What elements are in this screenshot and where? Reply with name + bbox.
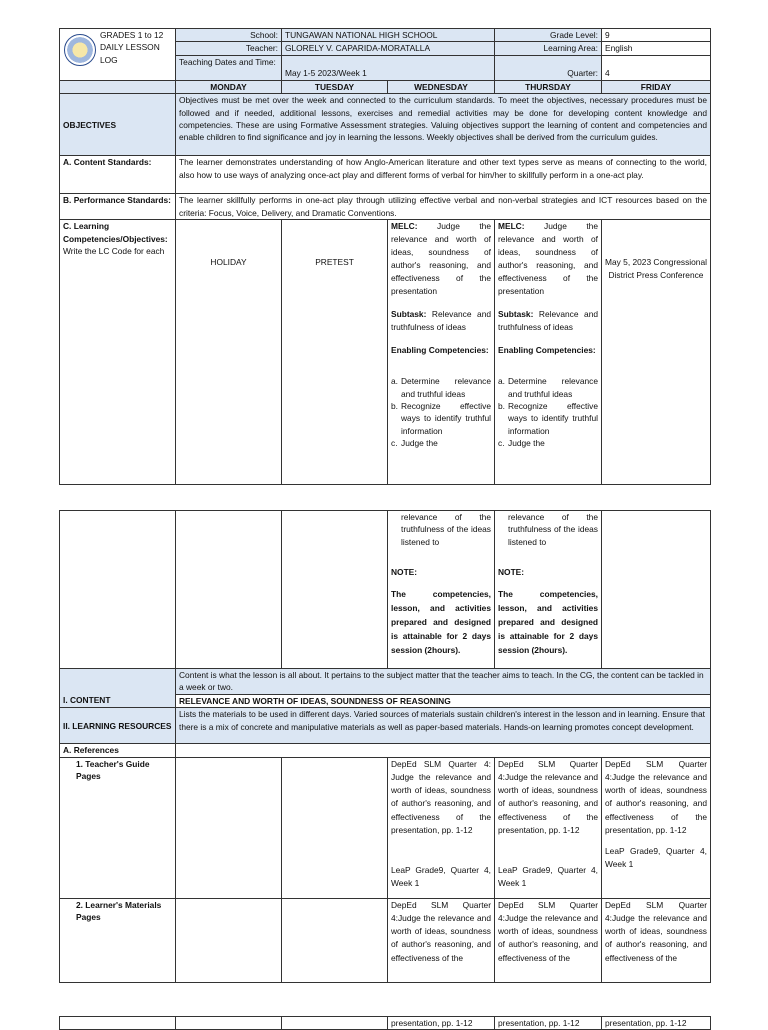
enabling-label: Enabling Competencies:	[498, 345, 596, 356]
quarter-value: 4	[602, 55, 711, 80]
competencies-note: Write the LC Code for each	[63, 246, 165, 257]
page-2	[59, 510, 710, 983]
enabling-item-c: c. Judge the	[391, 438, 438, 449]
enabling-item-a: a. Determine relevance and truthful ideas	[498, 376, 598, 399]
resources-text: Lists the materials to be used in different days. Varied sources of materials sustain children's interest in the lesson and in learning. Ensure that there is a mix of concrete and manipulative materials as well as paper-based materials. Hands-on learning promotes concept development.	[176, 708, 711, 744]
lm-friday-cont: presentation, pp. 1-12	[602, 1017, 711, 1030]
leap-friday: LeaP Grade9, Quarter 4, Week 1	[605, 846, 707, 870]
page-1	[59, 28, 710, 485]
day-blank	[60, 80, 176, 93]
references-label: A. References	[60, 744, 176, 757]
dll-title-cell	[60, 29, 176, 81]
enabling-label: Enabling Competencies:	[391, 345, 489, 356]
day-tuesday: TUESDAY	[282, 80, 388, 93]
school-value: TUNGAWAN NATIONAL HIGH SCHOOL	[282, 29, 495, 42]
enabling-item-c-cont: relevance of the truthfulness of the ideas listened to	[508, 512, 598, 547]
enabling-item-c-cont: relevance of the truthfulness of the ideas listened to	[401, 512, 491, 547]
day-monday: MONDAY	[176, 80, 282, 93]
tuesday-pretest: PRETEST	[282, 220, 388, 485]
note-label: NOTE:	[498, 567, 525, 578]
page-3	[59, 1016, 710, 1030]
quarter-label: Quarter:	[495, 55, 602, 80]
teacher-value: GLORELY V. CAPARIDA-MORATALLA	[282, 42, 495, 55]
lm-wednesday-cont: presentation, pp. 1-12	[388, 1017, 495, 1030]
wednesday-continued	[388, 511, 495, 669]
enabling-item-a: a. Determine relevance and truthful ideas	[391, 376, 491, 399]
lm-thursday: DepEd SLM Quarter 4:Judge the relevance and worth of ideas, soundness of author's reasoning, and effectiveness of the	[495, 898, 602, 982]
dll-continued-table	[59, 1016, 711, 1030]
grade-label: Grade Level:	[495, 29, 602, 42]
dll-title-line-2: DAILY LESSON	[100, 42, 160, 53]
dates-value: May 1-5 2023/Week 1	[282, 55, 495, 80]
performance-standards-label: B. Performance Standards:	[60, 194, 176, 220]
area-label: Learning Area:	[495, 42, 602, 55]
subtask-label: Subtask:	[391, 309, 427, 320]
monday-holiday: HOLIDAY	[176, 220, 282, 485]
teacher-label: Teacher:	[176, 42, 282, 55]
leap-wednesday: LeaP Grade9, Quarter 4, Week 1	[391, 865, 491, 889]
melc-text: Judge the relevance and worth of ideas, soundness of author's reasoning, and effectiveness of the presentation	[391, 221, 491, 297]
performance-standards-text: The learner skillfully performs in one-act play through utilizing effective verbal and non-verbal strategies and ICT resources based on the criteria: Focus, Voice, Delivery, and Dramatic Conventions.	[176, 194, 711, 220]
lm-thursday-cont: presentation, pp. 1-12	[495, 1017, 602, 1030]
subtask-block	[391, 308, 491, 334]
dll-header-table	[59, 28, 711, 485]
dll-body-table	[59, 510, 711, 983]
melc-block	[391, 220, 491, 298]
deped-seal-logo	[64, 34, 96, 66]
resources-label: II. LEARNING RESOURCES	[60, 708, 176, 744]
enabling-item-b: b. Recognize effective ways to identify truthful information	[498, 401, 598, 436]
dll-title-line-1: GRADES 1 to 12	[100, 30, 164, 40]
learners-materials-label: 2. Learner's Materials Pages	[60, 898, 176, 982]
melc-block	[498, 220, 598, 298]
teachers-guide-label: 1. Teacher's Guide Pages	[60, 757, 176, 898]
tg-friday: DepEd SLM Quarter 4:Judge the relevance and worth of ideas, soundness of author's reasoning, and effectiveness of the presentation, pp. 1-12 LeaP Grade9, Quarter 4, Week 1	[602, 757, 711, 898]
note-text: The competencies, lesson, and activities prepared and designed is attainable for 2 days session (2hours).	[498, 588, 598, 655]
area-value: English	[602, 42, 711, 55]
friday-press-conference: May 5, 2023 Congressional District Press Conference	[602, 220, 711, 485]
enabling-item-b: b. Recognize effective ways to identify truthful information	[391, 401, 491, 436]
subtask-label: Subtask:	[498, 309, 534, 320]
content-standards-label: A. Content Standards:	[60, 156, 176, 194]
competencies-label: C. Learning Competencies/Objectives:	[63, 221, 168, 244]
school-label: School:	[176, 29, 282, 42]
lm-friday: DepEd SLM Quarter 4:Judge the relevance and worth of ideas, soundness of author's reasoning, and effectiveness of the	[602, 898, 711, 982]
wednesday-competencies	[388, 220, 495, 485]
thursday-continued	[495, 511, 602, 669]
subtask-text: Relevance and truthfulness of ideas	[498, 309, 599, 333]
subtask-block	[498, 308, 598, 334]
day-friday: FRIDAY	[602, 80, 711, 93]
note-label: NOTE:	[391, 567, 418, 578]
subtask-text: Relevance and truthfulness of ideas	[391, 309, 492, 333]
dates-label: Teaching Dates and Time:	[176, 55, 282, 80]
tg-wednesday: DepEd SLM Quarter 4: Judge the relevance and worth of ideas, soundness of author's reasoning, and effectiveness of the presentation, pp. 1-12 LeaP Grade9, Quarter 4, Week 1	[388, 757, 495, 898]
competencies-label-cell	[60, 220, 176, 485]
grade-value: 9	[602, 29, 711, 42]
objectives-label: OBJECTIVES	[60, 94, 176, 156]
dll-title-line-3: LOG	[100, 54, 118, 65]
tg-thursday: DepEd SLM Quarter 4:Judge the relevance and worth of ideas, soundness of author's reasoning, and effectiveness of the presentation, pp. 1-12 LeaP Grade9, Quarter 4, Week 1	[495, 757, 602, 898]
enabling-item-c: c. Judge the	[498, 438, 545, 449]
melc-label: MELC:	[498, 221, 525, 232]
leap-thursday: LeaP Grade9, Quarter 4, Week 1	[498, 865, 598, 889]
objectives-text: Objectives must be met over the week and connected to the curriculum standards. To meet the objectives, necessary procedures must be followed and if needed, additional lessons, exercises and remedial activities may be done for developing content knowledge and competencies. These are using Formative Assessment strategies. Valuing objectives support the learning of content and competencies and enable children to find significance and joy in learning the lessons. Weekly objectives shall be derived from the curriculum guides.	[176, 94, 711, 156]
content-label: I. CONTENT	[60, 669, 176, 708]
thursday-competencies	[495, 220, 602, 485]
melc-label: MELC:	[391, 221, 418, 232]
melc-text: Judge the relevance and worth of ideas, soundness of author's reasoning, and effectiveness of the presentation	[498, 221, 598, 297]
lm-wednesday: DepEd SLM Quarter 4:Judge the relevance and worth of ideas, soundness of author's reasoning, and effectiveness of the	[388, 898, 495, 982]
note-text: The competencies, lesson, and activities prepared and designed is attainable for 2 days session (2hours).	[391, 588, 491, 655]
day-thursday: THURSDAY	[495, 80, 602, 93]
day-wednesday: WEDNESDAY	[388, 80, 495, 93]
content-standards-text: The learner demonstrates understanding of how Anglo-American literature and other text types serve as means of connecting to the world, also how to use ways of analyzing once-act play and different forms of verbal for him/her to skillfully perform in a one-act play.	[176, 156, 711, 194]
content-topic: RELEVANCE AND WORTH OF IDEAS, SOUNDNESS OF REASONING	[176, 695, 711, 708]
content-text: Content is what the lesson is all about. It pertains to the subject matter that the teacher aims to teach. In the CG, the content can be tackled in a week or two.	[176, 669, 711, 695]
